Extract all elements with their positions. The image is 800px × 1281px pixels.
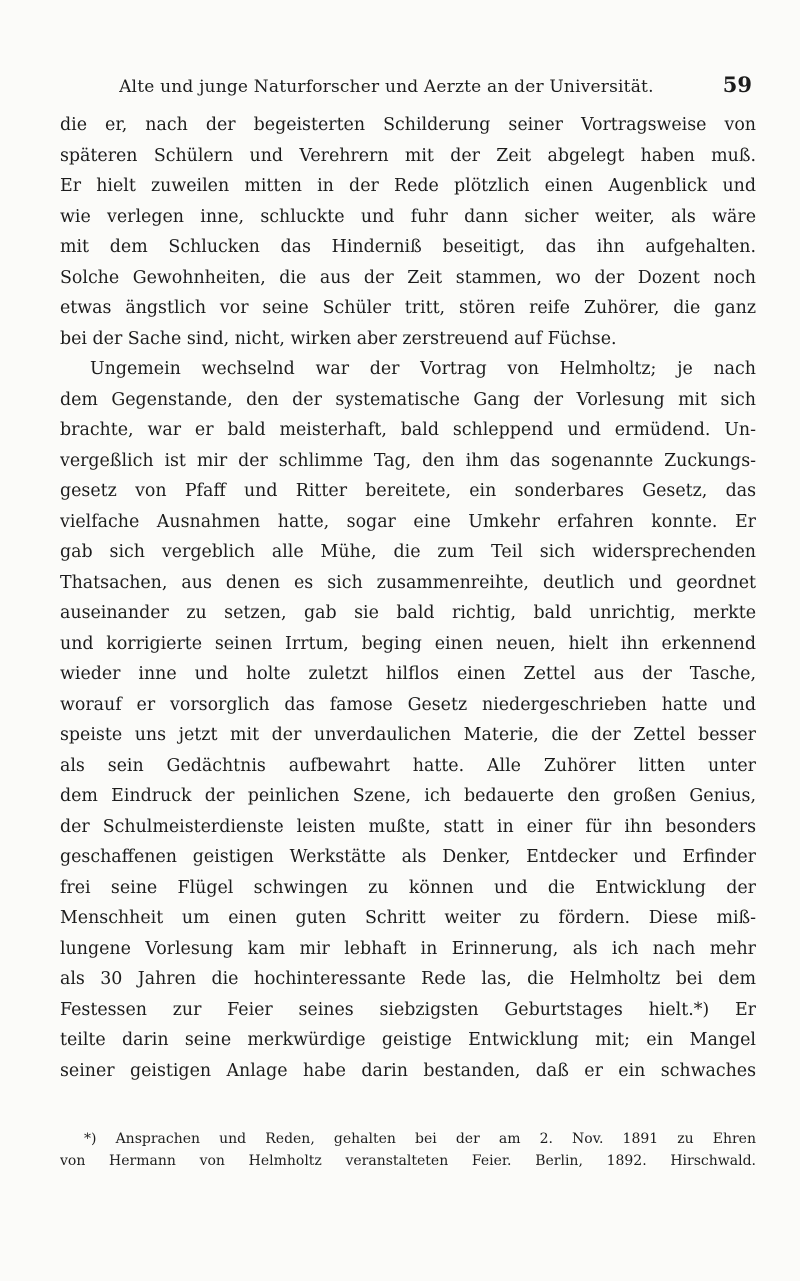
text-line: und korrigierte seinen Irrtum, beging einen neuen, hielt ihn erkennend [60, 633, 756, 654]
text-line: Festessen zur Feier seines siebzigsten Geburtstages hielt.*) Er [60, 999, 756, 1020]
footnote-line: *) Ansprachen und Reden, gehalten bei der am 2. Nov. 1891 zu Ehren [84, 1131, 756, 1147]
text-line: als sein Gedächtnis aufbewahrt hatte. Alle Zuhörer litten unter [60, 755, 756, 776]
running-head [60, 72, 752, 102]
text-line: frei seine Flügel schwingen zu können und die Entwicklung der [60, 877, 756, 898]
text-line: die er, nach der begeisterten Schilderung seiner Vortragsweise von [60, 115, 756, 135]
body-text [60, 110, 756, 1086]
text-line: späteren Schülern und Verehrern mit der Zeit abgelegt haben muß. [60, 145, 756, 166]
text-line: brachte, war er bald meisterhaft, bald schleppend und ermüdend. Un- [60, 420, 756, 440]
text-line: etwas ängstlich vor seine Schüler tritt, stören reife Zuhörer, die ganz [60, 298, 756, 318]
text-line: Solche Gewohnheiten, die aus der Zeit stammen, wo der Dozent noch [60, 267, 756, 288]
text-line: geschaffenen geistigen Werkstätte als Denker, Entdecker und Erfinder [60, 847, 756, 867]
text-line: bei der Sache sind, nicht, wirken aber zerstreuend auf Füchse. [60, 328, 617, 349]
text-line: wieder inne und holte zuletzt hilflos einen Zettel aus der Tasche, [60, 664, 756, 684]
footnote-line: von Hermann von Helmholtz veranstalteten Feier. Berlin, 1892. Hirschwald. [60, 1153, 756, 1169]
text-line: als 30 Jahren die hochinteressante Rede las, die Helmholtz bei dem [60, 969, 756, 989]
text-line: wie verlegen inne, schluckte und fuhr dann sicher weiter, als wäre [60, 206, 756, 227]
text-line: gab sich vergeblich alle Mühe, die zum Teil sich widersprechenden [60, 542, 756, 562]
text-line: teilte darin seine merkwürdige geistige Entwicklung mit; ein Mangel [60, 1030, 756, 1050]
running-head-title: Alte und junge Naturforscher und Aerzte an der Universität. [119, 77, 654, 97]
text-line: dem Gegenstande, den der systematische Gang der Vorlesung mit sich [60, 389, 756, 410]
text-line: worauf er vorsorglich das famose Gesetz niedergeschrieben hatte und [60, 694, 756, 715]
footnote [60, 1128, 756, 1172]
text-line: auseinander zu setzen, gab sie bald richtig, bald unrichtig, merkte [60, 603, 756, 623]
text-line: Menschheit um einen guten Schritt weiter zu fördern. Diese miß- [60, 908, 756, 928]
text-line: Er hielt zuweilen mitten in der Rede plötzlich einen Augenblick und [60, 176, 756, 196]
text-line: Ungemein wechselnd war der Vortrag von Helmholtz; je nach [90, 359, 756, 379]
text-line: vielfache Ausnahmen hatte, sogar eine Umkehr erfahren konnte. Er [60, 511, 756, 532]
page-number: 59 [722, 72, 752, 97]
text-line: lungene Vorlesung kam mir lebhaft in Erinnerung, als ich nach mehr [60, 938, 756, 959]
text-line: gesetz von Pfaff und Ritter bereitete, ein sonderbares Gesetz, das [60, 481, 756, 501]
text-line: dem Eindruck der peinlichen Szene, ich bedauerte den großen Genius, [60, 786, 756, 806]
text-line: mit dem Schlucken das Hinderniß beseitigt, das ihn aufgehalten. [60, 237, 756, 257]
text-line: seiner geistigen Anlage habe darin bestanden, daß er ein schwaches [60, 1060, 756, 1081]
text-line: Thatsachen, aus denen es sich zusammenreihte, deutlich und geordnet [60, 572, 756, 593]
text-line: speiste uns jetzt mit der unverdaulichen Materie, die der Zettel besser [60, 725, 756, 745]
text-line: der Schulmeisterdienste leisten mußte, statt in einer für ihn besonders [60, 816, 756, 837]
text-line: vergeßlich ist mir der schlimme Tag, den ihm das sogenannte Zuckungs- [60, 450, 756, 471]
